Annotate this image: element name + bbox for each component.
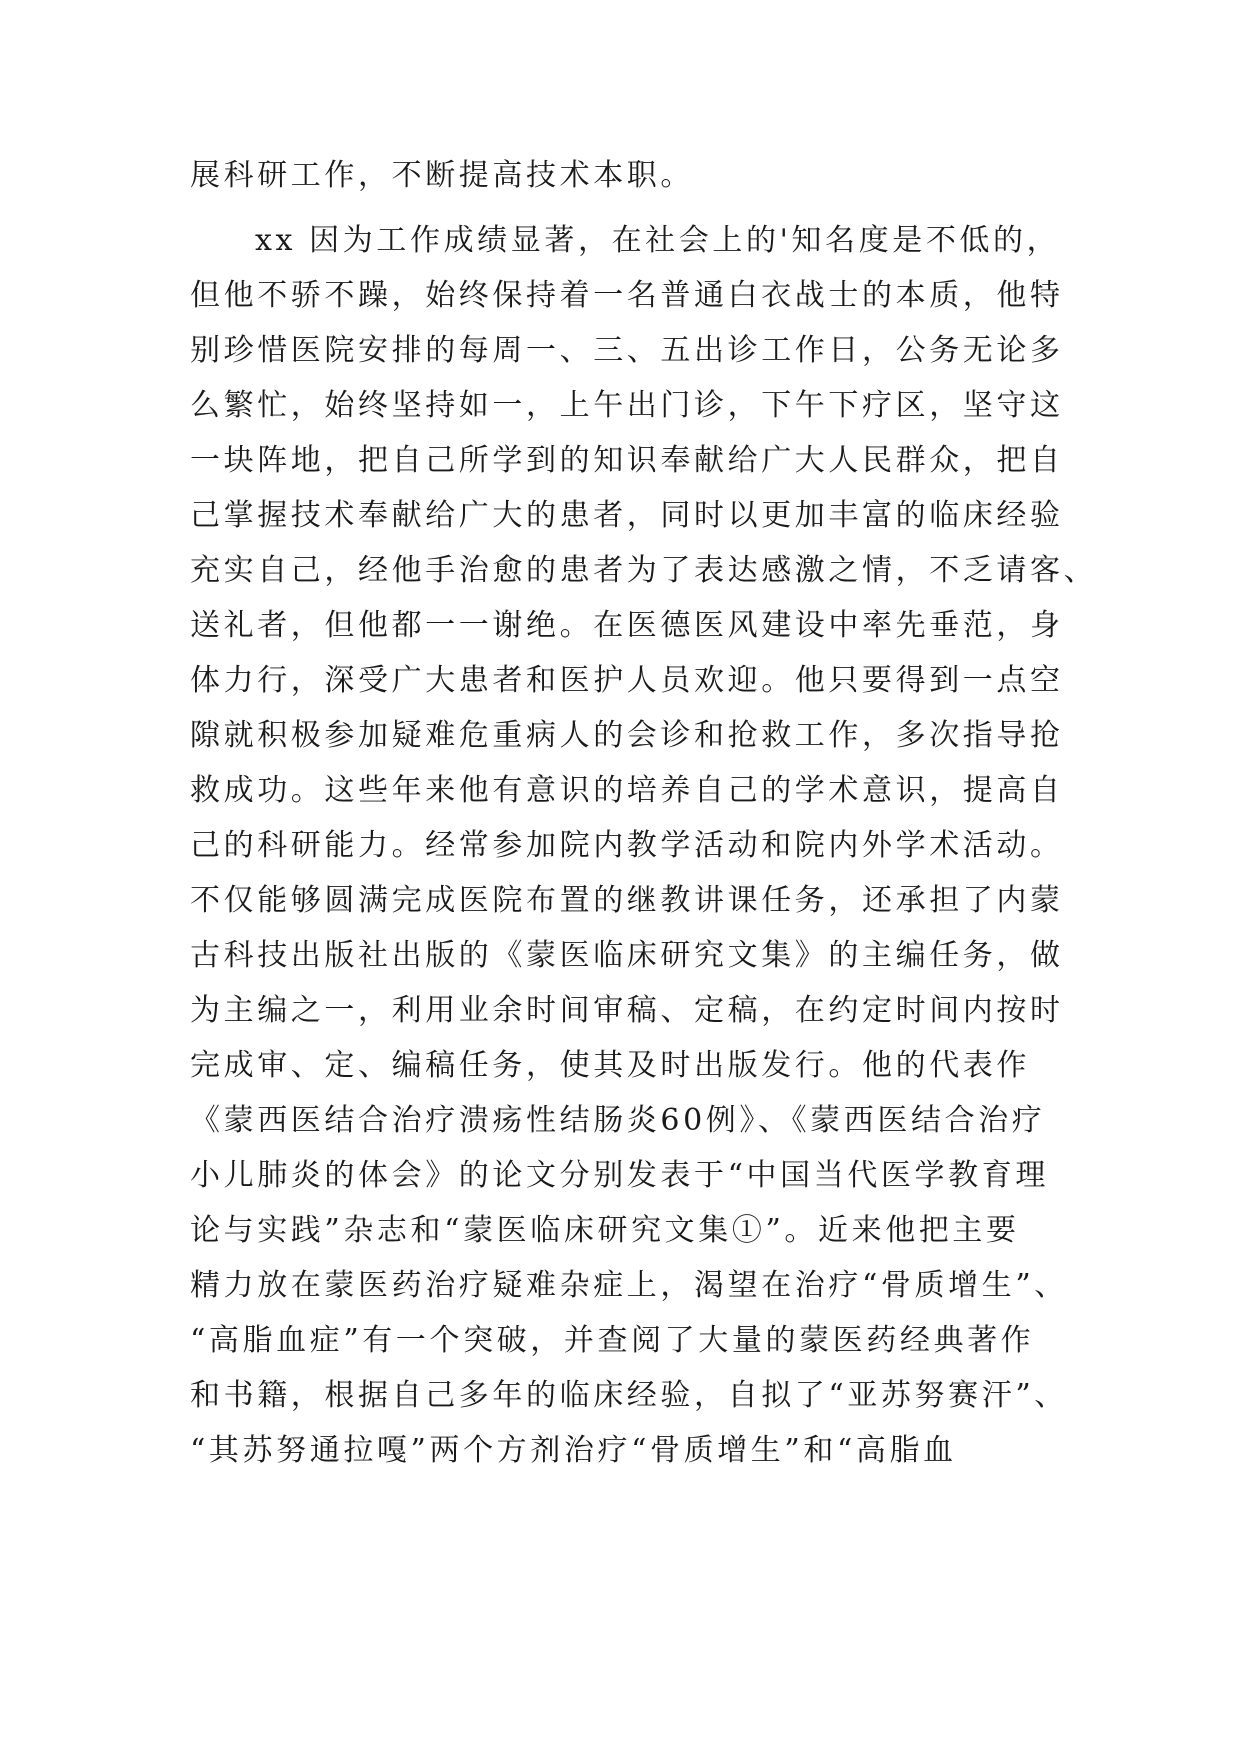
text-line: 完成审、定、编稿任务，使其及时出版发行。他的代表作 [190, 1048, 1030, 1083]
text-line: 不仅能够圆满完成医院布置的继教讲课任务，还承担了内蒙 [190, 883, 1064, 918]
text-line: 隙就积极参加疑难危重病人的会诊和抢救工作，多次指导抢 [190, 718, 1064, 753]
text-line: 但他不骄不躁，始终保持着一名普通白衣战士的本质，他特 [190, 278, 1064, 313]
text-line: 和书籍，根据自己多年的临床经验，自拟了“亚苏努赛汗”、 [190, 1378, 1068, 1413]
text-line: 古科技出版社出版的《蒙医临床研究文集》的主编任务，做 [190, 938, 1064, 973]
text-line: 充实自己，经他手治愈的患者为了表达感激之情，不乏请客、 [190, 553, 1098, 588]
text-line: 为主编之一，利用业余时间审稿、定稿，在约定时间内按时 [190, 993, 1064, 1028]
text-line: 己的科研能力。经常参加院内教学活动和院内外学术活动。 [190, 828, 1064, 863]
paragraph-first-line: xx 因为工作成绩显著，在社会上的'知名度是不低的， [255, 223, 1061, 258]
text-line: 一块阵地，把自己所学到的知识奉献给广大人民群众，把自 [190, 443, 1064, 478]
text-line: 别珍惜医院安排的每周一、三、五出诊工作日，公务无论多 [190, 333, 1064, 368]
text-line: 展科研工作，不断提高技术本职。 [190, 158, 694, 193]
text-line: 么繁忙，始终坚持如一，上午出门诊，下午下疗区，坚守这 [190, 388, 1064, 423]
text-line: 己掌握技术奉献给广大的患者，同时以更加丰富的临床经验 [190, 498, 1064, 533]
text-line: 救成功。这些年来他有意识的培养自己的学术意识，提高自 [190, 773, 1064, 808]
text-line: 《蒙西医结合治疗溃疡性结肠炎60例》、《蒙西医结合治疗 [190, 1103, 1046, 1138]
text-line: “其苏努通拉嘎”两个方剂治疗“骨质增生”和“高脂血 [190, 1433, 957, 1468]
text-line: “高脂血症”有一个突破，并查阅了大量的蒙医药经典著作 [190, 1323, 1035, 1358]
text-line: 论与实践”杂志和“蒙医临床研究文集①”。近来他把主要 [190, 1213, 1020, 1248]
text-line: 体力行，深受广大患者和医护人员欢迎。他只要得到一点空 [190, 663, 1064, 698]
text-line: 送礼者，但他都一一谢绝。在医德医风建设中率先垂范，身 [190, 608, 1064, 643]
text-line: 小儿肺炎的体会》的论文分别发表于“中国当代医学教育理 [190, 1158, 1049, 1193]
text-line: 精力放在蒙医药治疗疑难杂症上，渴望在治疗“骨质增生”、 [190, 1268, 1068, 1303]
